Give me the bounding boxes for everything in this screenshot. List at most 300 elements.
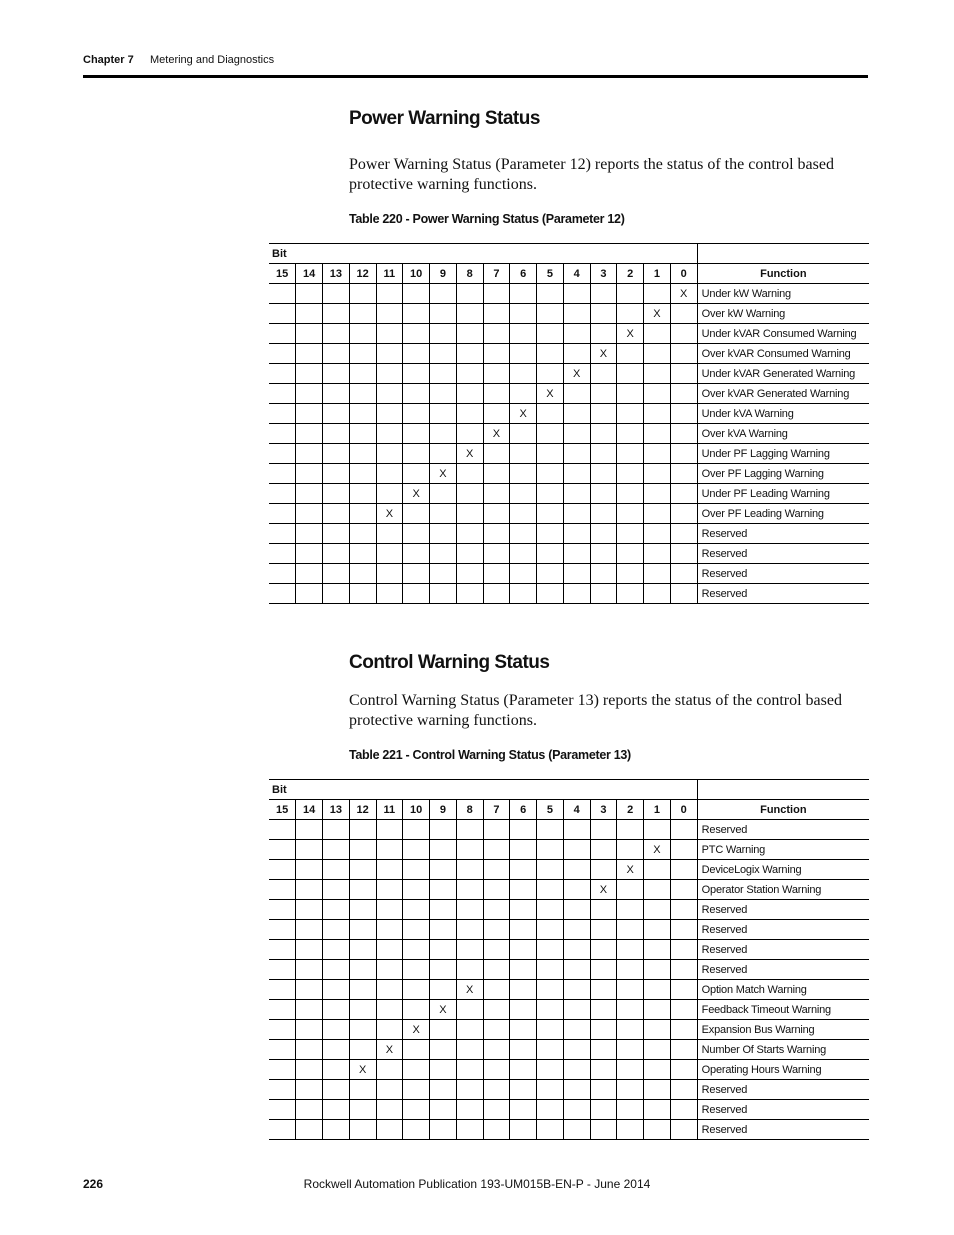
- section-title-control: Control Warning Status: [349, 652, 550, 673]
- bit-cell: [590, 1000, 617, 1020]
- bit-cell: [537, 564, 564, 584]
- bit-cell: [376, 1100, 403, 1120]
- bit-cell: [296, 900, 323, 920]
- bit-cell: [456, 584, 483, 604]
- bit-cell: [296, 840, 323, 860]
- bit-cell: [483, 444, 510, 464]
- bit-cell: [563, 344, 590, 364]
- bit-cell: [376, 940, 403, 960]
- table-row: [269, 860, 869, 880]
- table-row: [269, 444, 869, 464]
- bit-cell: [670, 464, 697, 484]
- bit-cell: [456, 1060, 483, 1080]
- bit-column-header: 5: [537, 264, 564, 284]
- function-cell: Expansion Bus Warning: [697, 1020, 869, 1040]
- bit-cell: [644, 284, 671, 304]
- bit-cell: [349, 384, 376, 404]
- bit-cell: [510, 1020, 537, 1040]
- section-label: Metering and Diagnostics: [150, 54, 275, 66]
- bit-cell: [349, 524, 376, 544]
- bit-cell: [269, 504, 296, 524]
- section-paragraph-power: Power Warning Status (Parameter 12) reports the status of the control based protective warning functions.: [349, 156, 834, 193]
- bit-cell: [456, 1120, 483, 1140]
- function-cell: Reserved: [697, 900, 869, 920]
- bit-cell: [376, 364, 403, 384]
- bit-cell: [537, 464, 564, 484]
- bit-cell: [403, 324, 430, 344]
- bit-cell: [670, 504, 697, 524]
- bit-cell: [269, 524, 296, 544]
- bit-cell: [376, 384, 403, 404]
- bit-cell: [296, 484, 323, 504]
- bit-cell: [510, 980, 537, 1000]
- bit-cell: [430, 920, 457, 940]
- bit-cell: [269, 840, 296, 860]
- bit-cell: [269, 880, 296, 900]
- bit-cell: [376, 564, 403, 584]
- bit-cell: [296, 1100, 323, 1120]
- bit-cell: [590, 404, 617, 424]
- bit-cell: [510, 1120, 537, 1140]
- bit-cell: [563, 980, 590, 1000]
- bit-cell: [510, 840, 537, 860]
- bit-cell: [269, 940, 296, 960]
- bit-cell: [456, 564, 483, 584]
- bit-cell: [456, 820, 483, 840]
- bit-cell: [349, 444, 376, 464]
- bit-cell: [376, 980, 403, 1000]
- bit-cell: [403, 920, 430, 940]
- bit-cell: [617, 504, 644, 524]
- bit-cell: [590, 820, 617, 840]
- bit-cell: [537, 584, 564, 604]
- bit-cell: [617, 584, 644, 604]
- bit-cell: [644, 584, 671, 604]
- bit-cell: [483, 940, 510, 960]
- bit-cell: [349, 584, 376, 604]
- bit-cell: [483, 880, 510, 900]
- bit-column-header: 13: [323, 800, 350, 820]
- bit-cell: [430, 284, 457, 304]
- bit-cell: [644, 384, 671, 404]
- bit-cell: [510, 524, 537, 544]
- bit-cell: [644, 344, 671, 364]
- bit-cell: [296, 584, 323, 604]
- bit-cell: [296, 564, 323, 584]
- bit-cell: [537, 960, 564, 980]
- bit-cell: [510, 1080, 537, 1100]
- bit-cell: [403, 284, 430, 304]
- bit-cell: [617, 960, 644, 980]
- bit-cell: [403, 1060, 430, 1080]
- bit-cell: [510, 960, 537, 980]
- bit-mark: X: [376, 1040, 403, 1060]
- bit-cell: [617, 1080, 644, 1100]
- bit-cell: [670, 920, 697, 940]
- bit-cell: [537, 840, 564, 860]
- bit-cell: [296, 464, 323, 484]
- bit-cell: [349, 1020, 376, 1040]
- bit-cell: [376, 1060, 403, 1080]
- bit-mark: X: [644, 840, 671, 860]
- bit-cell: [430, 424, 457, 444]
- bit-cell: [323, 840, 350, 860]
- bit-cell: [403, 524, 430, 544]
- bit-cell: [376, 524, 403, 544]
- bit-cell: [376, 1020, 403, 1040]
- bit-cell: [590, 840, 617, 860]
- bit-cell: [430, 840, 457, 860]
- bit-cell: [403, 900, 430, 920]
- bit-mark: X: [483, 424, 510, 444]
- bit-cell: [323, 364, 350, 384]
- table-row: [269, 344, 869, 364]
- bit-cell: [483, 364, 510, 384]
- bit-cell: [376, 820, 403, 840]
- bit-cell: [323, 444, 350, 464]
- bit-cell: [349, 860, 376, 880]
- bit-cell: [563, 284, 590, 304]
- bit-cell: [670, 1100, 697, 1120]
- bit-cell: [510, 1060, 537, 1080]
- bit-cell: [617, 544, 644, 564]
- bit-cell: [590, 544, 617, 564]
- bit-cell: [483, 1020, 510, 1040]
- function-cell: Reserved: [697, 1120, 869, 1140]
- bit-cell: [323, 304, 350, 324]
- bit-cell: [349, 1000, 376, 1020]
- bit-cell: [403, 960, 430, 980]
- function-cell: Under PF Lagging Warning: [697, 444, 869, 464]
- function-cell: Number Of Starts Warning: [697, 1040, 869, 1060]
- function-cell: Operator Station Warning: [697, 880, 869, 900]
- table-row: [269, 1000, 869, 1020]
- bit-cell: [670, 980, 697, 1000]
- table-row: [269, 820, 869, 840]
- bit-cell: [537, 880, 564, 900]
- function-cell: Over kVA Warning: [697, 424, 869, 444]
- bit-cell: [349, 820, 376, 840]
- bit-label: Bit: [269, 780, 697, 800]
- bit-mark: X: [403, 1020, 430, 1040]
- bit-cell: [456, 504, 483, 524]
- bit-column-header: 9: [430, 800, 457, 820]
- table-row: [269, 504, 869, 524]
- bit-cell: [269, 1000, 296, 1020]
- table-caption-power: Table 220 - Power Warning Status (Parameter 12): [349, 212, 625, 226]
- bit-cell: [617, 1120, 644, 1140]
- bit-cell: [483, 324, 510, 344]
- bit-cell: [670, 424, 697, 444]
- bit-cell: [323, 900, 350, 920]
- bit-cell: [296, 364, 323, 384]
- table-row: [269, 1120, 869, 1140]
- bit-column-header: 3: [590, 800, 617, 820]
- bit-cell: [403, 880, 430, 900]
- bit-cell: [483, 820, 510, 840]
- bit-cell: [456, 860, 483, 880]
- bit-cell: [430, 1060, 457, 1080]
- bit-cell: [430, 404, 457, 424]
- bit-cell: [376, 840, 403, 860]
- bit-cell: [670, 900, 697, 920]
- bit-cell: [430, 344, 457, 364]
- bit-cell: [590, 940, 617, 960]
- bit-cell: [590, 284, 617, 304]
- bit-cell: [483, 524, 510, 544]
- bit-cell: [617, 444, 644, 464]
- bit-cell: [296, 1080, 323, 1100]
- bit-cell: [456, 304, 483, 324]
- bit-cell: [296, 880, 323, 900]
- bit-mark: X: [430, 464, 457, 484]
- bit-cell: [376, 304, 403, 324]
- function-cell: Over kW Warning: [697, 304, 869, 324]
- bit-cell: [430, 980, 457, 1000]
- bit-cell: [296, 1040, 323, 1060]
- table-row: [269, 920, 869, 940]
- bit-cell: [563, 880, 590, 900]
- bit-cell: [430, 1020, 457, 1040]
- bit-cell: [483, 564, 510, 584]
- bit-cell: [376, 544, 403, 564]
- bit-cell: [590, 324, 617, 344]
- bit-cell: [590, 860, 617, 880]
- bit-cell: [537, 980, 564, 1000]
- bit-cell: [269, 384, 296, 404]
- bit-cell: [590, 564, 617, 584]
- bit-column-header: 12: [349, 800, 376, 820]
- table-row: [269, 1060, 869, 1080]
- table-row: [269, 1020, 869, 1040]
- bit-cell: [590, 464, 617, 484]
- bit-cell: [644, 324, 671, 344]
- bit-cell: [483, 504, 510, 524]
- table-row: [269, 584, 869, 604]
- bit-cell: [296, 940, 323, 960]
- bit-cell: [563, 484, 590, 504]
- bit-cell: [456, 1020, 483, 1040]
- bit-cell: [510, 940, 537, 960]
- bit-column-header: 7: [483, 264, 510, 284]
- table-caption-control: Table 221 - Control Warning Status (Parameter 13): [349, 748, 631, 762]
- bit-cell: [483, 840, 510, 860]
- bit-cell: [537, 1020, 564, 1040]
- bit-cell: [296, 324, 323, 344]
- bit-cell: [403, 1080, 430, 1100]
- bit-cell: [644, 880, 671, 900]
- bit-cell: [537, 284, 564, 304]
- bit-cell: [296, 1060, 323, 1080]
- bit-cell: [563, 404, 590, 424]
- bit-cell: [510, 504, 537, 524]
- bit-cell: [510, 384, 537, 404]
- function-cell: Reserved: [697, 920, 869, 940]
- bit-cell: [483, 960, 510, 980]
- bit-cell: [563, 820, 590, 840]
- bit-cell: [670, 840, 697, 860]
- bit-cell: [456, 1000, 483, 1020]
- bit-cell: [670, 1080, 697, 1100]
- bit-cell: [323, 504, 350, 524]
- bit-cell: [349, 424, 376, 444]
- bit-cell: [323, 1120, 350, 1140]
- bit-cell: [269, 1100, 296, 1120]
- bit-cell: [483, 860, 510, 880]
- bit-cell: [349, 1040, 376, 1060]
- bit-mark: X: [563, 364, 590, 384]
- bit-cell: [323, 404, 350, 424]
- bit-cell: [510, 820, 537, 840]
- bit-column-header: 0: [670, 264, 697, 284]
- bit-cell: [590, 1040, 617, 1060]
- bit-cell: [430, 544, 457, 564]
- bit-column-header: 6: [510, 264, 537, 284]
- bit-cell: [269, 900, 296, 920]
- bit-cell: [323, 980, 350, 1000]
- bit-cell: [617, 920, 644, 940]
- bit-cell: [430, 820, 457, 840]
- bit-column-header: 1: [644, 264, 671, 284]
- bit-cell: [269, 1120, 296, 1140]
- bit-cell: [269, 544, 296, 564]
- table-row: [269, 980, 869, 1000]
- bit-cell: [644, 564, 671, 584]
- bit-cell: [323, 1060, 350, 1080]
- bit-cell: [563, 564, 590, 584]
- function-cell: DeviceLogix Warning: [697, 860, 869, 880]
- bit-cell: [483, 1080, 510, 1100]
- bit-column-header: 13: [323, 264, 350, 284]
- bit-cell: [296, 1000, 323, 1020]
- bit-header-row: [269, 780, 869, 800]
- bit-cell: [617, 1100, 644, 1120]
- bit-cell: [430, 940, 457, 960]
- bit-cell: [296, 524, 323, 544]
- bit-cell: [349, 1080, 376, 1100]
- bit-cell: [670, 364, 697, 384]
- function-cell: Reserved: [697, 584, 869, 604]
- function-cell: Reserved: [697, 820, 869, 840]
- bit-cell: [349, 940, 376, 960]
- function-cell: Reserved: [697, 564, 869, 584]
- bit-cell: [456, 940, 483, 960]
- bit-cell: [349, 484, 376, 504]
- bit-cell: [323, 1100, 350, 1120]
- bit-cell: [349, 840, 376, 860]
- bit-cell: [563, 1060, 590, 1080]
- bit-cell: [617, 404, 644, 424]
- table-row: [269, 324, 869, 344]
- bit-cell: [537, 1060, 564, 1080]
- bit-cell: [510, 324, 537, 344]
- bit-cell: [323, 960, 350, 980]
- table-row: [269, 1100, 869, 1120]
- bit-cell: [563, 384, 590, 404]
- bit-cell: [430, 324, 457, 344]
- bit-cell: [323, 344, 350, 364]
- bit-cell: [644, 940, 671, 960]
- bit-cell: [349, 880, 376, 900]
- bit-cell: [617, 304, 644, 324]
- bit-cell: [510, 284, 537, 304]
- column-header-row: [269, 264, 869, 284]
- bit-column-header: 11: [376, 264, 403, 284]
- bit-cell: [563, 940, 590, 960]
- function-cell: Reserved: [697, 960, 869, 980]
- bit-cell: [617, 364, 644, 384]
- bit-cell: [403, 364, 430, 384]
- bit-cell: [617, 880, 644, 900]
- bit-cell: [349, 464, 376, 484]
- table-row: [269, 564, 869, 584]
- bit-mark: X: [644, 304, 671, 324]
- bit-cell: [456, 464, 483, 484]
- bit-column-header: 14: [296, 264, 323, 284]
- table-row: [269, 900, 869, 920]
- bit-cell: [510, 1040, 537, 1060]
- bit-cell: [456, 344, 483, 364]
- bit-cell: [617, 284, 644, 304]
- bit-cell: [403, 584, 430, 604]
- bit-cell: [590, 444, 617, 464]
- bit-cell: [323, 484, 350, 504]
- bit-cell: [563, 504, 590, 524]
- bit-cell: [644, 820, 671, 840]
- bit-cell: [670, 820, 697, 840]
- bit-cell: [590, 960, 617, 980]
- chapter-label: Chapter 7: [83, 54, 134, 66]
- bit-mark: X: [670, 284, 697, 304]
- bit-cell: [456, 424, 483, 444]
- bit-cell: [537, 444, 564, 464]
- bit-cell: [563, 544, 590, 564]
- bit-cell: [563, 304, 590, 324]
- power-warning-table: [269, 243, 869, 604]
- bit-cell: [617, 900, 644, 920]
- bit-cell: [483, 544, 510, 564]
- bit-column-header: 8: [456, 264, 483, 284]
- bit-cell: [323, 1080, 350, 1100]
- bit-cell: [590, 1020, 617, 1040]
- bit-cell: [349, 544, 376, 564]
- bit-cell: [430, 584, 457, 604]
- bit-cell: [644, 1080, 671, 1100]
- bit-cell: [537, 900, 564, 920]
- bit-cell: [670, 564, 697, 584]
- column-header-row: [269, 800, 869, 820]
- bit-column-header: 10: [403, 800, 430, 820]
- bit-cell: [537, 404, 564, 424]
- bit-column-header: 7: [483, 800, 510, 820]
- bit-cell: [349, 920, 376, 940]
- bit-cell: [510, 880, 537, 900]
- bit-cell: [323, 584, 350, 604]
- bit-cell: [644, 960, 671, 980]
- bit-cell: [617, 840, 644, 860]
- bit-cell: [644, 1100, 671, 1120]
- bit-cell: [644, 484, 671, 504]
- bit-cell: [376, 324, 403, 344]
- bit-cell: [456, 284, 483, 304]
- bit-cell: [590, 980, 617, 1000]
- bit-cell: [323, 1000, 350, 1020]
- bit-cell: [617, 1040, 644, 1060]
- bit-cell: [403, 504, 430, 524]
- bit-cell: [403, 564, 430, 584]
- bit-cell: [644, 364, 671, 384]
- bit-cell: [456, 960, 483, 980]
